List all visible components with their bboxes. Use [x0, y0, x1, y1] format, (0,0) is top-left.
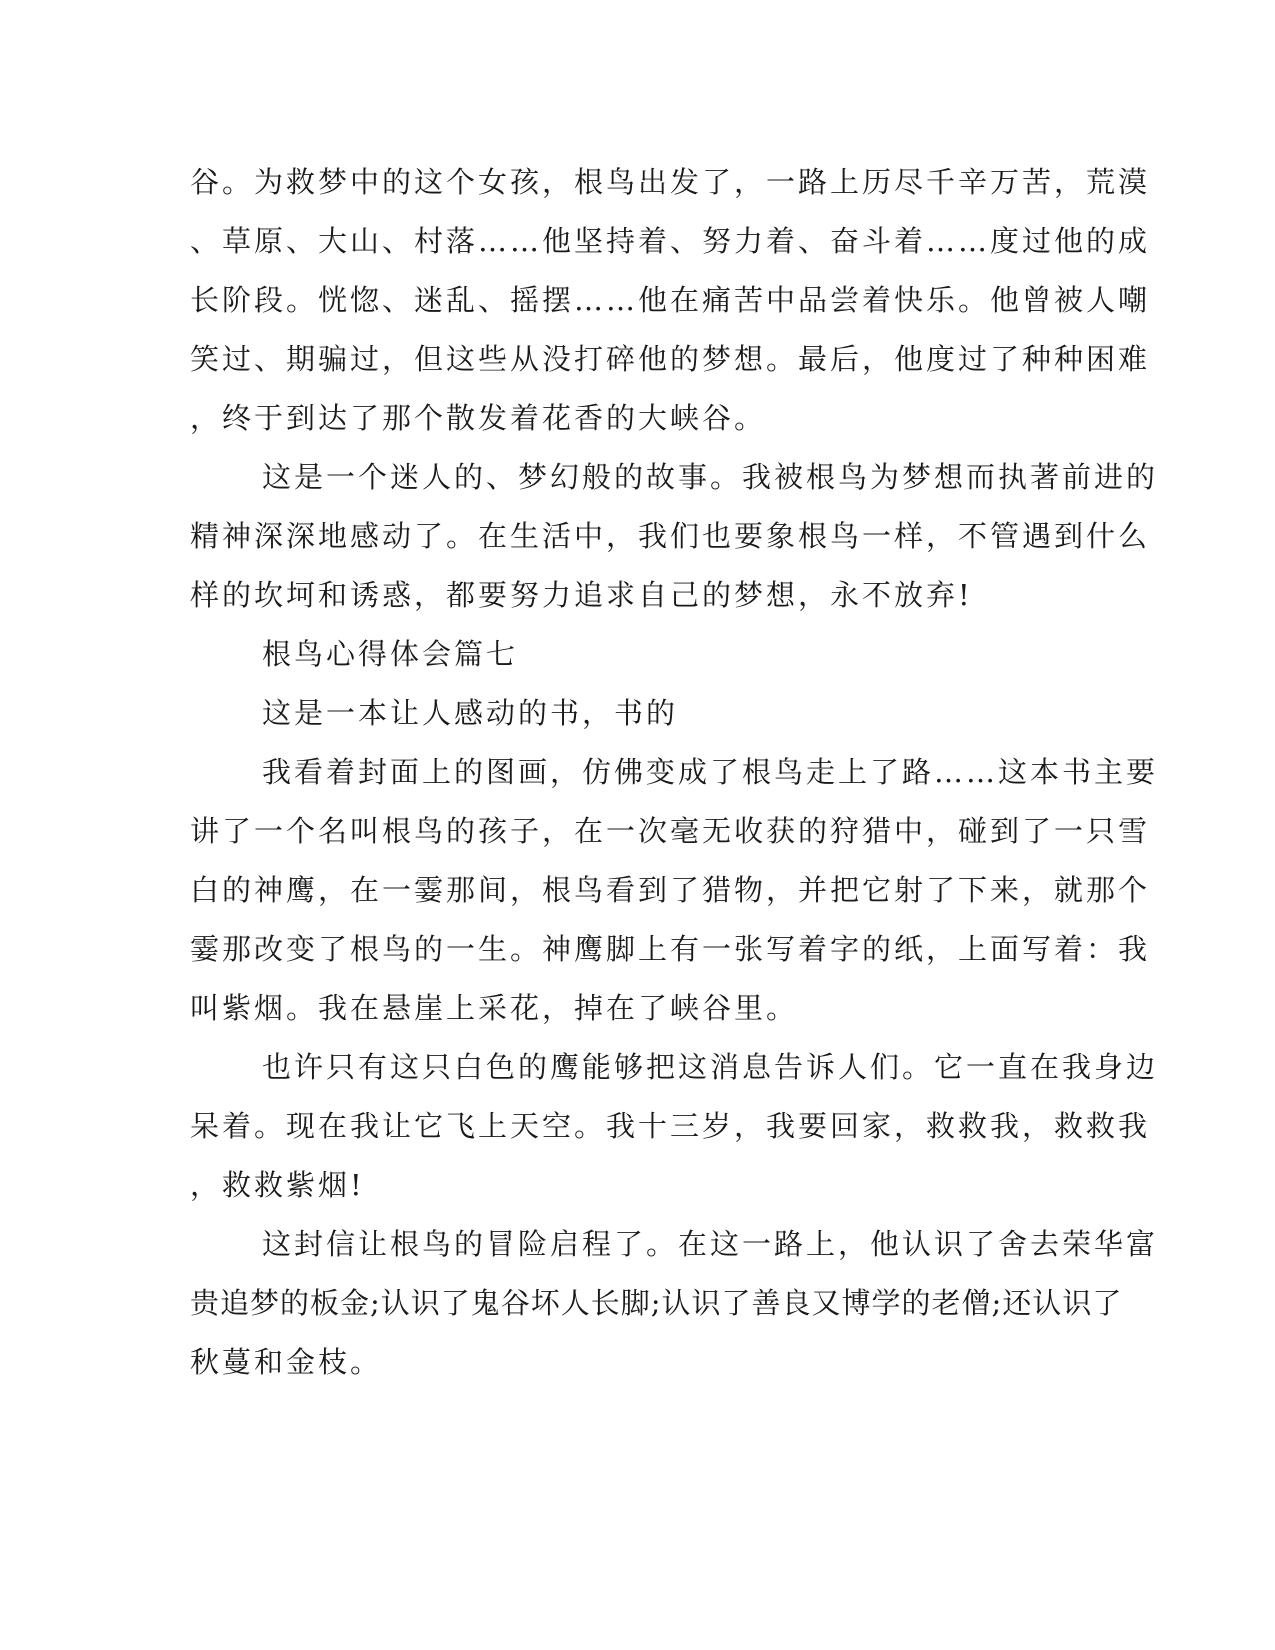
- text-line: 、草原、大山、村落……他坚持着、努力着、奋斗着……度过他的成: [190, 224, 1151, 258]
- text-line: 霎那改变了根鸟的一生。神鹰脚上有一张写着字的纸，上面写着：我: [190, 932, 1151, 966]
- text-line: 这是一个迷人的、梦幻般的故事。我被根鸟为梦想而执著前进的: [262, 460, 1159, 494]
- text-line: 样的坎坷和诱惑，都要努力追求自己的梦想，永不放弃!: [190, 578, 973, 612]
- text-line: 我看着封面上的图画，仿佛变成了根鸟走上了路……这本书主要: [262, 755, 1159, 789]
- text-line: 长阶段。恍惚、迷乱、摇摆……他在痛苦中品尝着快乐。他曾被人嘲: [190, 283, 1151, 317]
- text-line: ，终于到达了那个散发着花香的大峡谷。: [190, 401, 767, 435]
- text-line: ，救救紫烟!: [190, 1168, 365, 1202]
- text-line: 叫紫烟。我在悬崖上采花，掉在了峡谷里。: [190, 991, 799, 1025]
- text-line: 也许只有这只白色的鹰能够把这消息告诉人们。它一直在我身边: [262, 1050, 1159, 1084]
- text-line: 贵追梦的板金;认识了鬼谷坏人长脚;认识了善良又博学的老僧;还认识了: [190, 1286, 1123, 1320]
- text-line: 秋蔓和金枝。: [190, 1345, 383, 1379]
- text-line: 白的神鹰，在一霎那间，根鸟看到了猎物，并把它射了下来，就那个: [190, 873, 1151, 907]
- text-line: 呆着。现在我让它飞上天空。我十三岁，我要回家，救救我，救救我: [190, 1109, 1151, 1143]
- text-line: 这是一本让人感动的书，书的: [262, 696, 679, 730]
- section-heading: 根鸟心得体会篇七: [262, 637, 519, 671]
- text-line: 讲了一个名叫根鸟的孩子，在一次毫无收获的狩猎中，碰到了一只雪: [190, 814, 1151, 848]
- text-line: 精神深深地感动了。在生活中，我们也要象根鸟一样，不管遇到什么: [190, 519, 1151, 553]
- text-line: 笑过、期骗过，但这些从没打碎他的梦想。最后，他度过了种种困难: [190, 342, 1151, 376]
- text-line: 这封信让根鸟的冒险启程了。在这一路上，他认识了舍去荣华富: [262, 1227, 1159, 1261]
- text-line: 谷。为救梦中的这个女孩，根鸟出发了，一路上历尽千辛万苦，荒漠: [190, 165, 1151, 199]
